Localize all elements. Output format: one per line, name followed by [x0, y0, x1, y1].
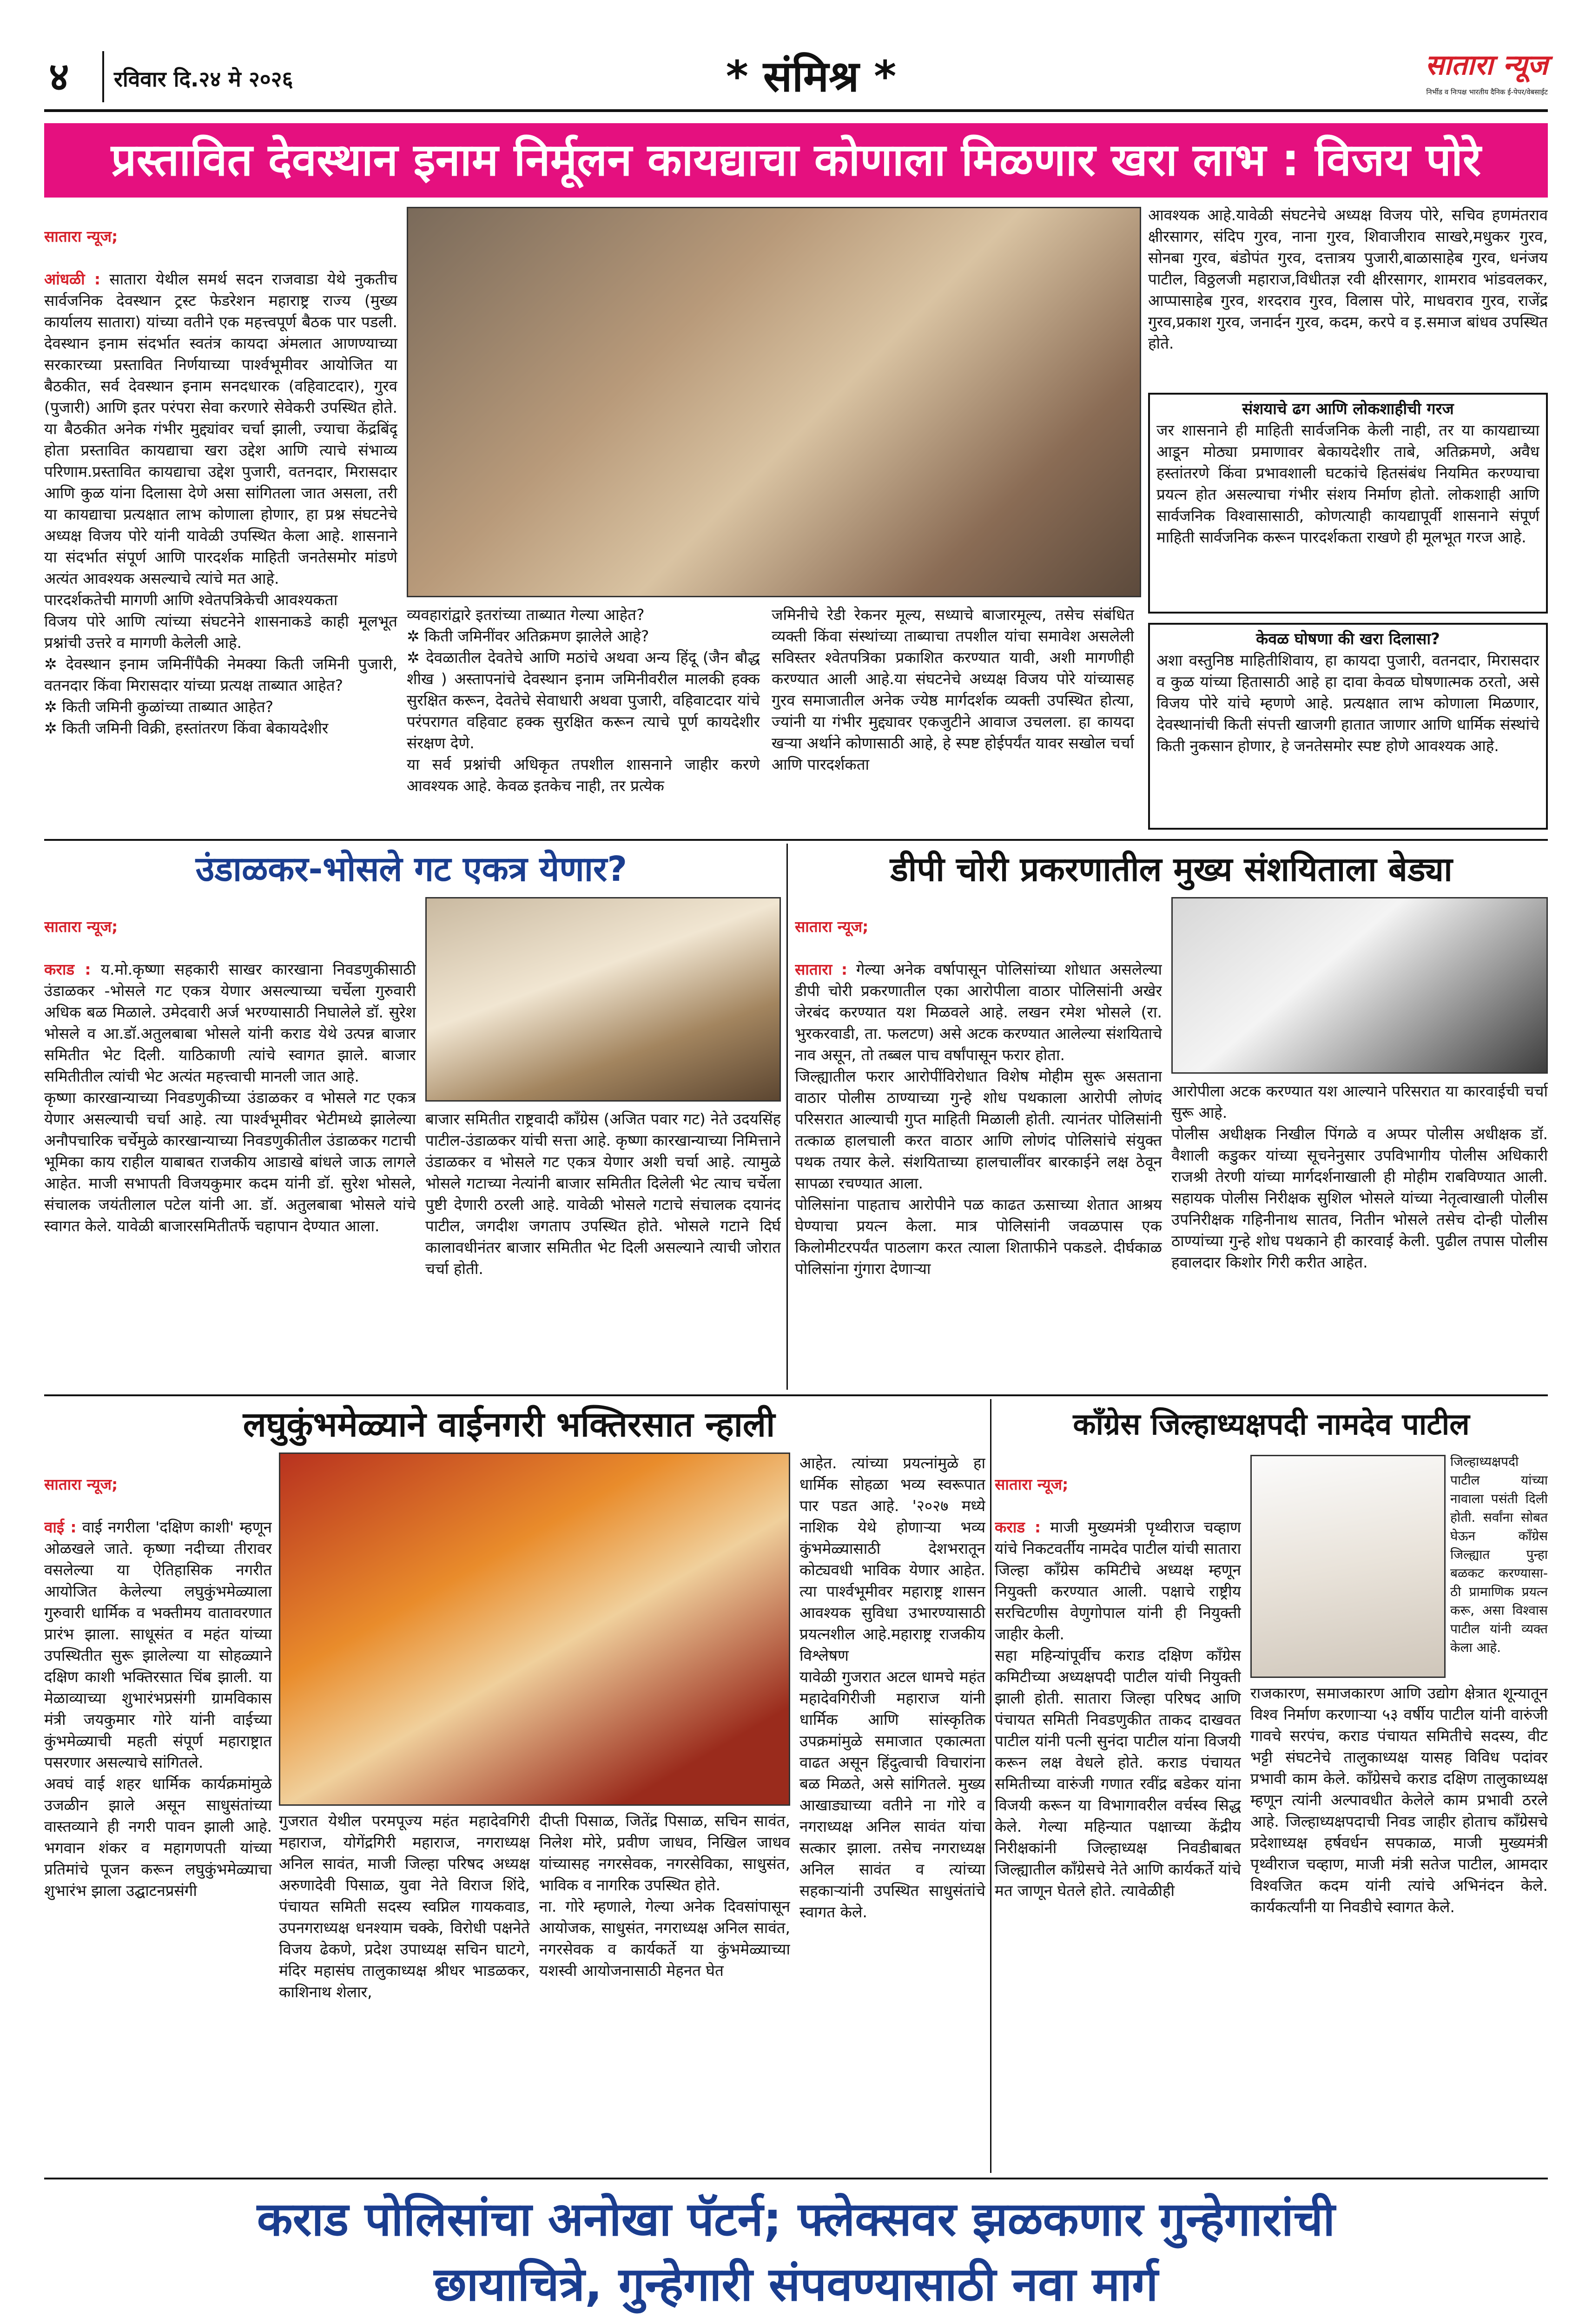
article-text: वाई नगरीला 'दक्षिण काशी' म्हणून ओळखले जाते. कृष्णा नदीच्या तीरावर वसलेल्या या ऐतिहासिक नगरीत आयोजित केलेल्या लघुकुंभमेळ्याला गुरुवारी धार्मिक व भक्तीमय वातावरणात प्रारंभ झाला. साधूसंत व महंत यांच्या उपस्थितीत सुरू झालेल्या या सोहळ्याने दक्षिण काशी भक्तिरसात चिंब झाली. या मेळाव्याच्या शुभारंभप्रसंगी ग्रामविकास मंत्री जयकुमार गोरे यांनी वाईच्या कुंभमेळ्याची महती संपूर्ण महाराष्ट्रात पसरणार असल्याचे सांगितले. अवघं वाई शहर धार्मिक कार्यक्रमांमुळे उजळीन झाले असून साधुसंतांच्या वास्तव्याने ही नगरी पावन झाली आहे. भगवान शंकर व महागणपती यांच्या प्रतिमांचे पूजन करून लघुकुंभमेळ्याचा शुभारंभ झाला उद्घाटनप्रसंगी: [44, 1518, 272, 1900]
dateline-place: कराड :: [995, 1518, 1041, 1536]
kumbh-mela-photo: [279, 1452, 790, 1806]
article-headline: लघुकुंभमेळ्याने वाईनगरी भक्तिरसात न्हाली: [243, 1405, 775, 1445]
byline: सातारा न्यूज;: [44, 227, 118, 245]
market-committee-photo: [425, 897, 781, 1102]
sidebar-box: [1148, 393, 1548, 614]
article-body: गुजरात येथील परमपूज्य महंत महादेवगिरी महाराज, योगेंद्रगिरी महाराज, नगराध्यक्ष अनिल सावंत, माजी जिल्हा परिषद अध्यक्ष अरुणादेवी पिसाळ, युवा नेते विराज शिंदे, पंचायत समिती सदस्य स्वप्निल गायकवाड, उपनगराध्यक्ष धनश्याम चक्के, विरोधी पक्षनेते विजय ढेकणे, प्रदेश उपाध्यक्ष सचिन घाटगे, मंदिर महासंघ तालुकाध्यक्ष श्रीधर भाडळकर, काशिनाथ शेलार,: [279, 1812, 530, 2001]
article-headline: कराड पोलिसांचा अनोखा पॅटर्न; फ्लेक्सवर झळकणार गुन्हेगारांची: [257, 2192, 1335, 2246]
article-body: दीप्ती पिसाळ, जितेंद्र पिसाळ, सचिन सावंत, निलेश मोरे, प्रवीण जाधव, निखिल जाधव यांच्यासह नगरसेवक, नगरसेविका, साधुसंत, भाविक व नागरिक उपस्थित होते. ना. गोरे म्हणाले, गेल्या अनेक दिवसांपासून आयोजक, साधुसंत, नगराध्यक्ष अनिल सावंत, नगरसेवक व कार्यकर्ते या कुंभमेळ्याच्या यशस्वी आयोजनासाठी मेहनत घेत: [539, 1812, 790, 1980]
article-headline: काँग्रेस जिल्हाध्यक्षपदी नामदेव पाटील: [1073, 1407, 1470, 1442]
namdev-patil-portrait: [1250, 1455, 1446, 1678]
sidebar-box-text: जर शासनाने ही माहिती सार्वजनिक केली नाही, तर या कायद्याच्या आडून मोठ्या प्रमाणावर बेकायदेशीर ताबे, अतिक्रमणे, अवैध हस्तांतरणे किंवा प्रभावशाली घटकांचे हितसंबंध नियमित करण्याचा प्रयत्न होत असल्याचा गंभीर संशय निर्माण होतो. लोकशाही आणि सार्वजनिक विश्वासासाठी, कोणत्याही कायद्यापूर्वी शासनाने संपूर्ण माहिती सार्वजनिक करून पारदर्शकता राखणे ही मूलभूत गरज आहे.: [1156, 421, 1539, 546]
article-body: व्यवहारांद्वारे इतरांच्या ताब्यात गेल्या आहेत? ✲ किती जमिनींवर अतिक्रमण झालेले आहे? ✲ देवळातील देवतेचे आणि मठांचे अथवा अन्य हिंदू (जैन बौद्ध शीख ) अस्तापनांचे देवस्थान इनाम जमिनीवरील मालकी हक्क सुरक्षित करून, देवतेचे सेवाधारी अथवा पुजारी, वहिवाटदार यांचे परंपरागत वहिवाट हक्क सुरक्षित करून त्याचे पूर्ण कायदेशीर संरक्षण देणे. या सर्व प्रश्नांची अधिकृत तपशील शासनाने जाहीर करणे आवश्यक आहे. केवळ इतकेच नाही, तर प्रत्येक: [407, 606, 760, 795]
logo-tagline: निर्भीड व निःपक्ष भारतीय दैनिक ई-पेपर/वेबसाईट: [1426, 88, 1548, 96]
masthead-rule: [44, 109, 1548, 112]
police-arrest-photo: [1171, 897, 1548, 1074]
column-divider: [990, 1399, 991, 2173]
logo: [1355, 44, 1548, 109]
article-body: आरोपीला अटक करण्यात यश आल्याने परिसरात या कारवाईची चर्चा सुरू आहे. पोलीस अधीक्षक निखील पिंगळे व अप्पर पोलीस अधीक्षक डॉ. वैशाली कडुकर यांच्या सूचनेनुसार उपविभागीय पोलीस अधिकारी राजश्री तेरणी यांच्या मार्गदर्शनाखाली ही मोहीम राबविण्यात आली. सहायक पोलीस निरीक्षक सुशिल भोसले यांच्या नेतृत्वाखाली पोलीस उपनिरीक्षक गहिनीनाथ सातव, नितीन भोसले तसेच दोन्ही पोलीस ठाण्यांच्या गुन्हे शोध पथकाने ही कारवाई केली. पुढील तपास पोलीस हवालदार किशोर गिरी करीत आहेत.: [1171, 1082, 1548, 1271]
date-line: रविवार दि.२४ मे २०२६: [114, 66, 293, 92]
article-body: [795, 895, 1162, 1387]
section-divider: [44, 1394, 1548, 1396]
article-text: माजी मुख्यमंत्री पृथ्वीराज चव्हाण यांचे निकटवर्तीय नामदेव पाटील यांची सातारा जिल्हा काँग्रेस कमिटीचे अध्यक्ष म्हणून नियुक्ती करण्यात आली. पक्षाचे राष्ट्रीय सरचिटणीस वेणुगोपाल यांनी ही नियुक्ती जाहीर केली. सहा महिन्यांपूर्वीच कराड दक्षिण काँग्रेस कमिटीच्या अध्यक्षपदी पाटील यांची नियुक्ती झाली होती. सातारा जिल्हा परिषद आणि पंचायत समिती निवडणुकीत ताकद दाखवत पाटील यांनी पत्नी सुनंदा पाटील यांना विजयी करून लक्ष वेधले होते. कराड पंचायत समितीच्या वारुंजी गणात रवींद्र बडेकर यांना विजयी करून या विभागावरील वर्चस्व सिद्ध केले. गेल्या महिन्यात पक्षाच्या केंद्रीय निरीक्षकांनी जिल्हाध्यक्ष निवडीबाबत जिल्ह्यातील काँग्रेसचे नेते आणि कार्यकर्ते यांचे मत जाणून घेतले होते. त्यावेळीही: [995, 1518, 1241, 1900]
article-body: आहेत. त्यांच्या प्रयत्नांमुळे हा धार्मिक सोहळा भव्य स्वरूपात पार पडत आहे. '२०२७ मध्ये नाशिक येथे होणाऱ्या भव्य कुंभमेळ्यासाठी देशभरातून कोट्यवधी भाविक येणार आहेत. त्या पार्श्वभूमीवर महाराष्ट्र शासन आवश्यक सुविधा उभारण्यासाठी प्रयत्नशील आहे.महाराष्ट्र राजकीय विश्लेषण यावेळी गुजरात अटल धामचे महंत महादेवगिरीजी महाराज यांनी धार्मिक आणि सांस्कृतिक उपक्रमांमुळे समाजात एकात्मता वाढत असून हिंदुत्वाची विचारांना बळ मिळते, असे सांगितले. मुख्य आखाड्याच्या वतीने ना गोरे व नगराध्यक्ष अनिल सावंत यांचा सत्कार झाला. तसेच नगराध्यक्ष अनिल सावंत व त्यांच्या सहकाऱ्यांनी उपस्थित साधुसंतांचे स्वागत केले.: [799, 1454, 985, 1921]
logo-text: सातारा न्यूज: [1425, 49, 1548, 81]
dateline-place: वाई :: [44, 1518, 77, 1536]
meeting-group-photo: [407, 207, 1141, 597]
article-body: जिल्हाध्यक्षपदी पाटील यांच्या नावाला पसंती दिली होती. सर्वांना सोबत घेऊन काँग्रेस जिल्ह्यात पुन्हा बळकट करण्यासा-ठी प्रामाणिक प्रयत्न करू, असा विश्वास पाटील यांनी व्यक्त केला आहे.: [1450, 1454, 1548, 1655]
dateline-place: कराड :: [44, 960, 91, 978]
article-text: य.मो.कृष्णा सहकारी साखर कारखाना निवडणुकीसाठी उंडाळकर -भोसले गट एकत्र येणार असल्याच्या चर्चेला गुरुवारी अधिक बळ मिळाले. उमेदवारी अर्ज भरण्यासाठी निघालेले डॉ. सुरेश भोसले व आ.डॉ.अतुलबाबा भोसले यांनी कराड येथे उत्पन्न बाजार समितीत भेट दिली. याठिकाणी त्यांचे स्वागत झाले. बाजार समितीतील त्यांची भेट अत्यंत महत्त्वाची मानली जात आहे. कृष्णा कारखान्याच्या निवडणुकीच्या उंडाळकर व भोसले गट एकत्र येणार असल्याची चर्चा आहे. त्या पार्श्वभूमीवर भेटीमध्ये झालेल्या अनौपचारिक चर्चेमुळे कारखान्याच्या निवडणुकीतील उंडाळकर गटाची भूमिका काय राहील याबाबत राजकीय आडाखे बांधले जाऊ लागले आहेत. माजी सभापती विजयकुमार कदम यांनी डॉ. सुरेश भोसले, संचालक जयंतीलाल पटेल यांनी आ. डॉ. अतुलबाबा भोसले यांचे स्वागत केले. यावेळी बाजारसमितीतर्फे चहापान देण्यात आला.: [44, 960, 416, 1235]
dateline-place: आंधळी :: [44, 270, 101, 288]
column-divider: [786, 844, 788, 1390]
page-number: ४: [49, 54, 69, 99]
article-headline: प्रस्तावित देवस्थान इनाम निर्मूलन कायद्याचा कोणाला मिळणार खरा लाभ : विजय पोरे: [111, 134, 1481, 186]
byline: सातारा न्यूज;: [995, 1475, 1069, 1493]
sidebar-box: [1148, 623, 1548, 830]
masthead: [44, 44, 1548, 114]
sidebar-box-text: अशा वस्तुनिष्ठ माहितीशिवाय, हा कायदा पुजारी, वतनदार, मिरासदार व कुळ यांच्या हितासाठी आहे हा दावा केवळ घोषणात्मक ठरतो, असे विजय पोरे यांचे म्हणणे आहे. प्रत्यक्षात लाभ कोणाला मिळणार, देवस्थानांची किती संपत्ती खाजगी हातात जाणार आणि धार्मिक संस्थांचे किती नुकसान होणार, हे जनतेसमोर स्पष्ट होणे आवश्यक आहे.: [1156, 651, 1539, 755]
article-headline: उंडाळकर-भोसले गट एकत्र येणार?: [195, 849, 628, 889]
article-body: आवश्यक आहे.यावेळी संघटनेचे अध्यक्ष विजय पोरे, सचिव हणमंतराव क्षीरसागर, संदिप गुरव, नाना गुरव, शिवाजीराव साखरे,मधुकर गुरव, सोनबा गुरव, बंडोपंत गुरव, दत्तात्रय पुजारी,बाळासाहेब गुरव, धनंजय पाटील, विठ्ठलजी महाराज,विधीतज्ञ रवी क्षीरसागर, शामराव भांडवलकर, आप्पासाहेब गुरव, शरदराव गुरव, विलास पोरे, माधवराव गुरव, राजेंद्र गुरव,प्रकाश गुरव, जनार्दन गुरव, कदम, करपे व इ.समाज बांधव उपस्थित होते.: [1148, 206, 1548, 352]
sidebar-box-title: केवळ घोषणा की खरा दिलासा?: [1256, 630, 1440, 648]
section-title: * संमिश्र *: [726, 52, 897, 101]
byline: सातारा न्यूज;: [44, 918, 118, 936]
masthead-divider: [102, 51, 104, 102]
section-divider: [44, 839, 1548, 841]
section-divider: [44, 2178, 1548, 2179]
byline: सातारा न्यूज;: [44, 1475, 118, 1493]
article-text: गेल्या अनेक वर्षापासून पोलिसांच्या शोधात असलेल्या डीपी चोरी प्रकरणातील एका आरोपीला वाठार पोलिसांनी अखेर जेरबंद करण्यात यश मिळवले आहे. लखन रमेश भोसले (रा. भुरकरवाडी, ता. फलटण) असे अटक करण्यात आलेल्या संशयिताचे नाव असून, तो तब्बल पाच वर्षांपासून फरार होता. जिल्ह्यातील फरार आरोपींविरोधात विशेष मोहीम सुरू असताना वाठार पोलीस ठाण्याच्या गुन्हे शोध पथकाला आरोपी लोणंद परिसरात आल्याची गुप्त माहिती मिळाली होती. त्यानंतर पोलिसांनी तत्काळ हालचाली करत वाठार आणि लोणंद पोलिसांचे संयुक्त पथक तयार केले. संशयिताच्या हालचालींवर बारकाईने लक्ष ठेवून सापळा रचण्यात आला. पोलिसांना पाहताच आरोपीने पळ काढत ऊसाच्या शेतात आश्रय घेण्याचा प्रयत्न केला. मात्र पोलिसांनी जवळपास एक किलोमीटरपर्यंत पाठलाग करत त्याला शिताफीने पकडले. दीर्घकाळ पोलिसांना गुंगारा देणाऱ्या: [795, 960, 1162, 1278]
article-headline: छायाचित्रे, गुन्हेगारी संपवण्यासाठी नवा मार्ग: [434, 2257, 1158, 2311]
sidebar-box-title: संशयाचे ढग आणि लोकशाहीची गरज: [1242, 400, 1454, 418]
article-headline: डीपी चोरी प्रकरणातील मुख्य संशयिताला बेड्या: [890, 850, 1453, 889]
article-body: [44, 895, 416, 1387]
article-body: [44, 1452, 272, 2168]
article-headline-banner: [44, 123, 1548, 198]
byline: सातारा न्यूज;: [795, 918, 869, 936]
article-body: राजकारण, समाजकारण आणि उद्योग क्षेत्रात शून्यातून विश्व निर्माण करणाऱ्या ५३ वर्षीय पाटील यांनी वारुंजी गावचे सरपंच, कराड पंचायत समितीचे सदस्य, वीट भट्टी संघटनेचे तालुकाध्यक्ष यासह विविध पदांवर प्रभावी काम केले. काँग्रेसचे कराड दक्षिण तालुकाध्यक्ष म्हणून त्यांनी अल्पावधीत केलेले काम प्रभावी ठरले आहे. जिल्हाध्यक्षपदाची निवड जाहीर होताच काँग्रेसचे प्रदेशाध्यक्ष हर्षवर्धन सपकाळ, माजी मुख्यमंत्री पृथ्वीराज चव्हाण, माजी मंत्री सतेज पाटील, आमदार विश्वजित कदम यांनी त्यांचे अभिनंदन केले. कार्यकर्त्यांनी या निवडीचे स्वागत केले.: [1250, 1684, 1548, 1916]
article-body: [995, 1452, 1241, 2168]
article-text: सातारा येथील समर्थ सदन राजवाडा येथे नुकतीच सार्वजनिक देवस्थान ट्रस्ट फेडरेशन महाराष्ट्र राज्य (मुख्य कार्यालय सातारा) यांच्या वतीने एक महत्त्वपूर्ण बैठक पार पडली. देवस्थान इनाम संदर्भात स्वतंत्र कायदा अंमलात आणण्याच्या सरकारच्या प्रस्तावित निर्णयाच्या पार्श्वभूमीवर आयोजित या बैठकीत, सर्व देवस्थान इनाम सनदधारक (वहिवाटदार), गुरव (पुजारी) आणि इतर परंपरा सेवा करणारे सेवेकरी उपस्थित होते. या बैठकीत अनेक गंभीर मुद्द्यांवर चर्चा झाली, ज्याचा केंद्रबिंदू होता प्रस्तावित कायद्याचा खरा उद्देश आणि त्याचे संभाव्य परिणाम.प्रस्तावित कायद्याचा उद्देश पुजारी, वतनदार, मिरासदार आणि कुळ यांना दिलासा देणे असा सांगितला जात असला, तरी या कायद्याचा प्रत्यक्षात लाभ कोणाला होणार, हा प्रश्न संघटनेचे अध्यक्ष विजय पोरे यांनी यावेळी उपस्थित केला आहे. शासनाने या संदर्भात संपूर्ण आणि पारदर्शक माहिती जनतेसमोर मांडणे अत्यंत आवश्यक असल्याचे त्यांचे मत आहे. पारदर्शकतेची मागणी आणि श्वेतपत्रिकेची आवश्यकता विजय पोरे आणि त्यांच्या संघटनेने शासनाकडे काही मूलभूत प्रश्नांची उत्तरे व मागणी केलेली आहे. ✲ देवस्थान इनाम जमिनींपैकी नेमक्या किती जमिनी पुजारी, वतनदार किंवा मिरासदार यांच्या प्रत्यक्ष ताब्यात आहेत? ✲ किती जमिनी कुळांच्या ताब्यात आहेत? ✲ किती जमिनी विक्री, हस्तांतरण किंवा बेकायदेशीर: [44, 270, 397, 737]
article-body: [44, 205, 397, 832]
article-body: बाजार समितीत राष्ट्रवादी काँग्रेस (अजित पवार गट) नेते उदयसिंह पाटील-उंडाळकर यांची सत्ता आहे. कृष्णा कारखान्याच्या निमित्ताने उंडाळकर व भोसले गट एकत्र येणार अशी चर्चा आहे. त्यामुळे भोसले गटाच्या नेत्यांनी बाजार समितीत दिलेली भेट त्याच चर्चेला पुष्टी देणारी ठरली आहे. यावेळी भोसले गटाचे संचालक दयानंद पाटील, जगदीश जगताप उपस्थित होते. भोसले गटाने दिर्घ कालावधीनंतर बाजार समितीत भेट दिली असल्याने त्याची जोरात चर्चा होती.: [425, 1110, 781, 1278]
article-body: जमिनीचे रेडी रेकनर मूल्य, सध्याचे बाजारमूल्य, तसेच संबंधित व्यक्ती किंवा संस्थांच्या ताब्याचा तपशील यांचा समावेश असलेली सविस्तर श्वेतपत्रिका प्रकाशित करण्यात यावी, अशी मागणीही करण्यात आली आहे.या संघटनेचे अध्यक्ष विजय पोरे यांच्यासह गुरव समाजातील अनेक ज्येष्ठ मार्गदर्शक व्यक्ती उपस्थित होत्या, ज्यांनी या गंभीर मुद्द्यावर एकजुटीने आवाज उचलला. हा कायदा खऱ्या अर्थाने कोणासाठी आहे, हे स्पष्ट होईपर्यंत यावर सखोल चर्चा आणि पारदर्शकता: [772, 606, 1134, 773]
dateline-place: सातारा :: [795, 960, 848, 978]
